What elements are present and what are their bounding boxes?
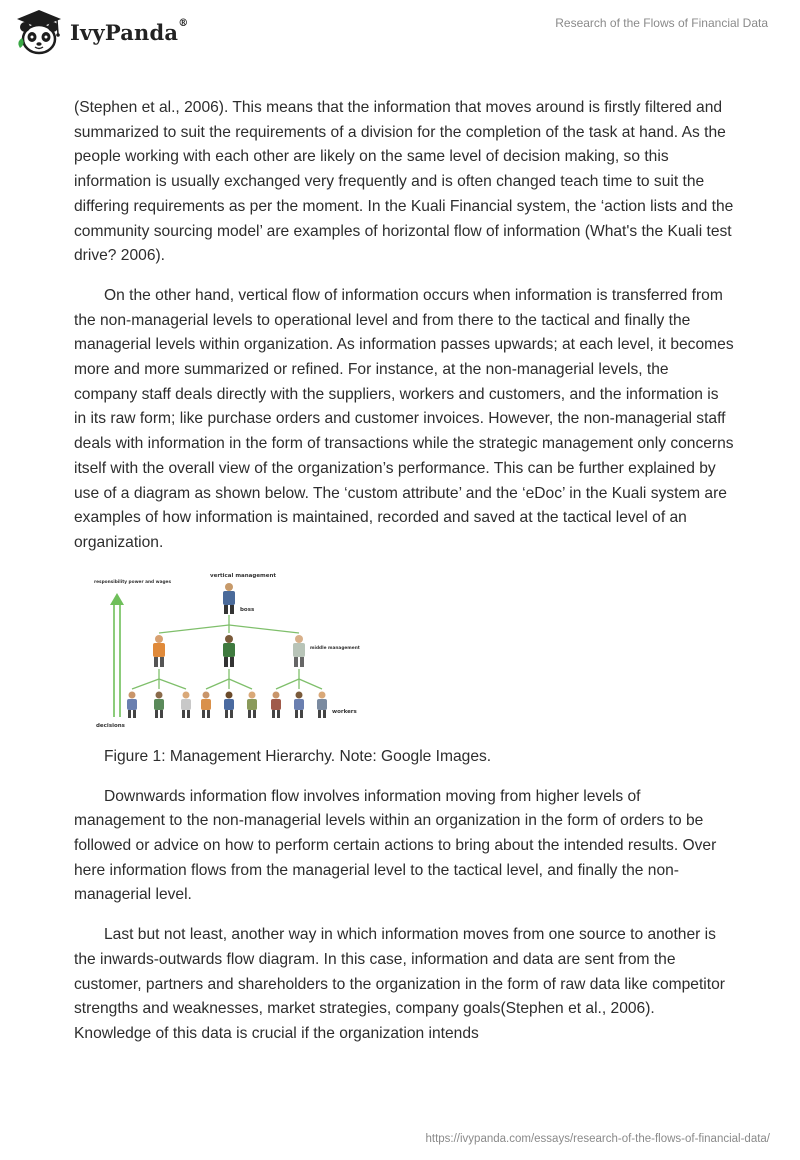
figure-bottom-right-label: workers [332, 708, 357, 715]
figure-middle-label: middle management [310, 645, 360, 651]
panda-graduate-icon [14, 8, 64, 56]
footer-url[interactable]: https://ivypanda.com/essays/research-of-the-flows-of-financial-data/ [425, 1133, 770, 1145]
paragraph-3: Downwards information flow involves information moving from higher levels of management to the non-managerial levels within an organization in the form of orders to be followed or advice on how to perform certain actions to bring about the intended results. Over here information flows from the managerial level to the tactical level, and finally the non-managerial level. [74, 787, 717, 904]
figure-caption: Figure 1: Management Hierarchy. Note: Google Images. [104, 747, 492, 765]
paragraph-1: (Stephen et al., 2006). This means that the information that moves around is firstly filtered and summarized to suit the requirements of a division for the completion of the task at hand. As the people working with each other are likely on the same level of decision making, so this information is usually exchanged very frequently and is often changed teach time to suit the differing requirements as per the moment. In the Kuali Financial system, the ‘action lists and the community sourcing model’ are examples of horizontal flow of information (What's the Kuali test drive? 2006). [74, 99, 734, 265]
document-title: Research of the Flows of Financial Data [555, 16, 768, 30]
paragraph-2: On the other hand, vertical flow of information occurs when information is transferred from the non-managerial levels to operational level and from there to the tactical and finally the managerial levels within organization. As information passes upwards; at each level, it becomes more and more summarized or refined. For instance, at the non-managerial levels, the company staff deals directly with the suppliers, workers and customers, and the information is in its raw form; like purchase orders and customer invoices. However, the non-managerial staff deals with information in the form of transactions while the strategic management only concerns itself with the overall view of the organization’s performance. This can be further explained by use of a diagram as shown below. The ‘custom attribute’ and the ‘eDoc’ in the Kuali system are examples of how information is maintained, recorded and saved at the tactical level of an organization. [74, 286, 734, 551]
essay-body [74, 96, 734, 1062]
figure-top-label: boss [240, 606, 255, 613]
ivypanda-logo[interactable] [14, 8, 188, 56]
figure-title: vertical management [210, 572, 277, 579]
figure-bottom-left-label: decisions [96, 722, 125, 729]
worker-figures [127, 691, 327, 718]
page-header [0, 0, 800, 70]
brand-name: IvyPanda® [70, 17, 189, 45]
paragraph-4: Last but not least, another way in which information moves from one source to another is the inwards-outwards flow diagram. In this case, information and data are sent from the customer, partners and shareholders to the organization in the form of raw data like competitor strengths and weaknesses, market strategies, company goals(Stephen et al., 2006). Knowledge of this data is crucial if the organization intends [74, 926, 725, 1042]
management-hierarchy-figure [92, 571, 360, 733]
figure-left-label: responsibility power and wages [94, 579, 172, 585]
